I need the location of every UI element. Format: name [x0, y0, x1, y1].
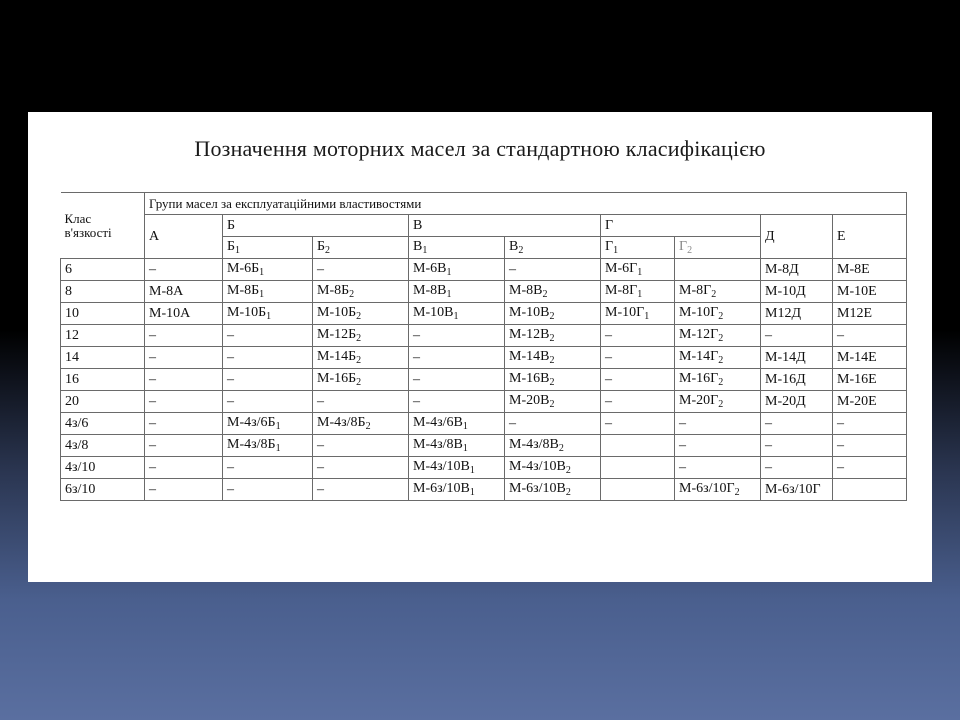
table-row — [61, 479, 907, 501]
oil-cell-g1: $М-6Г_1$ — [601, 259, 675, 281]
oil-cell-g2: $М-20Г_2$ — [675, 391, 761, 413]
table-row — [61, 325, 907, 347]
subgroup-g2-header: $Г_2$ — [675, 237, 761, 259]
oil-cell-g1: – — [601, 369, 675, 391]
oil-cell-d: – — [761, 413, 833, 435]
oil-cell-b2: $М-10Б_2$ — [313, 303, 409, 325]
viscosity-class-cell: 10 — [61, 303, 145, 325]
oil-cell-a: – — [145, 457, 223, 479]
oil-cell-v2: $М-14В_2$ — [505, 347, 601, 369]
oil-cell-g1 — [601, 457, 675, 479]
oil-cell-v2: $М-12В_2$ — [505, 325, 601, 347]
oil-cell-v2: $М-6з/10В_2$ — [505, 479, 601, 501]
oil-cell-e: М12Е — [833, 303, 907, 325]
oil-cell-g1: – — [601, 391, 675, 413]
oil-cell-e: – — [833, 325, 907, 347]
oil-cell-g2: – — [675, 413, 761, 435]
oil-cell-v1: – — [409, 325, 505, 347]
oil-cell-g2 — [675, 259, 761, 281]
oil-cell-a: – — [145, 347, 223, 369]
oil-cell-a: – — [145, 413, 223, 435]
oil-cell-v1: $М-4з/8В_1$ — [409, 435, 505, 457]
table-row — [61, 259, 907, 281]
header-row-2 — [61, 215, 907, 237]
oil-cell-b1: – — [223, 369, 313, 391]
table-row — [61, 281, 907, 303]
oil-cell-a: – — [145, 435, 223, 457]
oil-cell-g1: – — [601, 347, 675, 369]
oil-cell-b2: – — [313, 259, 409, 281]
oil-cell-d: – — [761, 325, 833, 347]
oil-cell-v1: – — [409, 347, 505, 369]
oil-cell-a: – — [145, 369, 223, 391]
oil-cell-v1: $М-4з/10В_1$ — [409, 457, 505, 479]
oil-cell-b2: $М-16Б_2$ — [313, 369, 409, 391]
viscosity-class-cell: 6 — [61, 259, 145, 281]
oil-cell-g2: $М-12Г_2$ — [675, 325, 761, 347]
table-row — [61, 347, 907, 369]
oil-cell-d: М-10Д — [761, 281, 833, 303]
oil-cell-g2: $М-8Г_2$ — [675, 281, 761, 303]
oil-cell-v2: $М-8В_2$ — [505, 281, 601, 303]
viscosity-class-cell: 14 — [61, 347, 145, 369]
oil-cell-e: – — [833, 457, 907, 479]
subgroup-b1-header: $Б_1$ — [223, 237, 313, 259]
viscosity-class-cell: 20 — [61, 391, 145, 413]
oil-cell-b2: $М-8Б_2$ — [313, 281, 409, 303]
oil-cell-g1: – — [601, 413, 675, 435]
subgroup-v1-header: $В_1$ — [409, 237, 505, 259]
oil-cell-e: – — [833, 435, 907, 457]
table-row — [61, 413, 907, 435]
oil-cell-g1 — [601, 479, 675, 501]
oil-cell-g1 — [601, 435, 675, 457]
oil-cell-d: М-16Д — [761, 369, 833, 391]
viscosity-class-cell: 16 — [61, 369, 145, 391]
oil-cell-a: – — [145, 391, 223, 413]
oil-cell-d: М-14Д — [761, 347, 833, 369]
oil-cell-g2: $М-10Г_2$ — [675, 303, 761, 325]
oil-cell-v2: – — [505, 259, 601, 281]
subgroup-g1-header: $Г_1$ — [601, 237, 675, 259]
oil-cell-b1: $М-10Б_1$ — [223, 303, 313, 325]
oil-cell-v2: $М-4з/10В_2$ — [505, 457, 601, 479]
oil-cell-g2: $М-6з/10Г_2$ — [675, 479, 761, 501]
oil-cell-a: М-10А — [145, 303, 223, 325]
table-row — [61, 457, 907, 479]
oil-cell-b2: $М-12Б_2$ — [313, 325, 409, 347]
oil-cell-b2: $М-14Б_2$ — [313, 347, 409, 369]
oil-cell-v1: $М-4з/6В_1$ — [409, 413, 505, 435]
oil-cell-b2: – — [313, 435, 409, 457]
viscosity-class-cell: 4з/8 — [61, 435, 145, 457]
viscosity-class-header: Клас в'язкості — [61, 193, 145, 259]
viscosity-class-cell: 4з/10 — [61, 457, 145, 479]
oil-cell-b1: – — [223, 479, 313, 501]
oil-cell-b2: – — [313, 391, 409, 413]
oil-cell-d: М12Д — [761, 303, 833, 325]
oil-cell-e: – — [833, 413, 907, 435]
oil-cell-b1: – — [223, 347, 313, 369]
oil-cell-e: М-10Е — [833, 281, 907, 303]
oil-cell-d: – — [761, 457, 833, 479]
oil-cell-v2: – — [505, 413, 601, 435]
oil-cell-v2: $М-10В_2$ — [505, 303, 601, 325]
oil-cell-a: – — [145, 259, 223, 281]
oil-cell-v2: $М-20В_2$ — [505, 391, 601, 413]
oil-cell-g2: $М-16Г_2$ — [675, 369, 761, 391]
oil-cell-d: М-20Д — [761, 391, 833, 413]
subgroup-v2-header: $В_2$ — [505, 237, 601, 259]
oil-cell-g2: $М-14Г_2$ — [675, 347, 761, 369]
oil-cell-d: М-6з/10Г — [761, 479, 833, 501]
oil-classification-table — [60, 192, 907, 501]
oil-cell-v1: $М-10В_1$ — [409, 303, 505, 325]
table-row — [61, 435, 907, 457]
oil-cell-b1: $М-4з/6Б_1$ — [223, 413, 313, 435]
oil-cell-v2: $М-4з/8В_2$ — [505, 435, 601, 457]
oil-cell-b1: $М-6Б_1$ — [223, 259, 313, 281]
oil-cell-e — [833, 479, 907, 501]
oil-cell-e: М-14Е — [833, 347, 907, 369]
page-title: Позначення моторних масел за стандартною класифікацією — [194, 136, 766, 161]
oil-cell-g1: – — [601, 325, 675, 347]
header-row-1 — [61, 193, 907, 215]
oil-cell-a: – — [145, 325, 223, 347]
oil-cell-b1: – — [223, 325, 313, 347]
oil-cell-g1: $М-8Г_1$ — [601, 281, 675, 303]
oil-cell-d: М-8Д — [761, 259, 833, 281]
oil-cell-b2: – — [313, 479, 409, 501]
subgroup-b2-header: $Б_2$ — [313, 237, 409, 259]
slide — [28, 112, 932, 582]
oil-cell-g2: – — [675, 457, 761, 479]
table-row — [61, 391, 907, 413]
viscosity-class-cell: 12 — [61, 325, 145, 347]
viscosity-class-cell: 6з/10 — [61, 479, 145, 501]
group-e-header: Е — [833, 215, 907, 259]
viscosity-class-cell: 4з/6 — [61, 413, 145, 435]
oil-cell-a: – — [145, 479, 223, 501]
oil-cell-d: – — [761, 435, 833, 457]
oil-cell-e: М-20Е — [833, 391, 907, 413]
oil-cell-e: М-8Е — [833, 259, 907, 281]
table-row — [61, 303, 907, 325]
oil-cell-v1: $М-6В_1$ — [409, 259, 505, 281]
oil-cell-b1: – — [223, 391, 313, 413]
viscosity-class-cell: 8 — [61, 281, 145, 303]
group-b-header: Б — [223, 215, 409, 237]
oil-cell-a: М-8А — [145, 281, 223, 303]
oil-cell-b2: $М-4з/8Б_2$ — [313, 413, 409, 435]
oil-cell-e: М-16Е — [833, 369, 907, 391]
oil-cell-v1: $М-8В_1$ — [409, 281, 505, 303]
oil-cell-b1: $М-4з/8Б_1$ — [223, 435, 313, 457]
table-row — [61, 369, 907, 391]
oil-cell-g1: $М-10Г_1$ — [601, 303, 675, 325]
group-a-header: А — [145, 215, 223, 259]
group-d-header: Д — [761, 215, 833, 259]
oil-cell-v1: – — [409, 391, 505, 413]
group-g-header: Г — [601, 215, 761, 237]
oil-cell-b1: – — [223, 457, 313, 479]
oil-cell-b2: – — [313, 457, 409, 479]
oil-cell-g2: – — [675, 435, 761, 457]
group-v-header: В — [409, 215, 601, 237]
oil-cell-v1: – — [409, 369, 505, 391]
oil-cell-v2: $М-16В_2$ — [505, 369, 601, 391]
oil-cell-v1: $М-6з/10В_1$ — [409, 479, 505, 501]
groups-header: Групи масел за експлуатаційними властивостями — [145, 193, 907, 215]
oil-cell-b1: $М-8Б_1$ — [223, 281, 313, 303]
